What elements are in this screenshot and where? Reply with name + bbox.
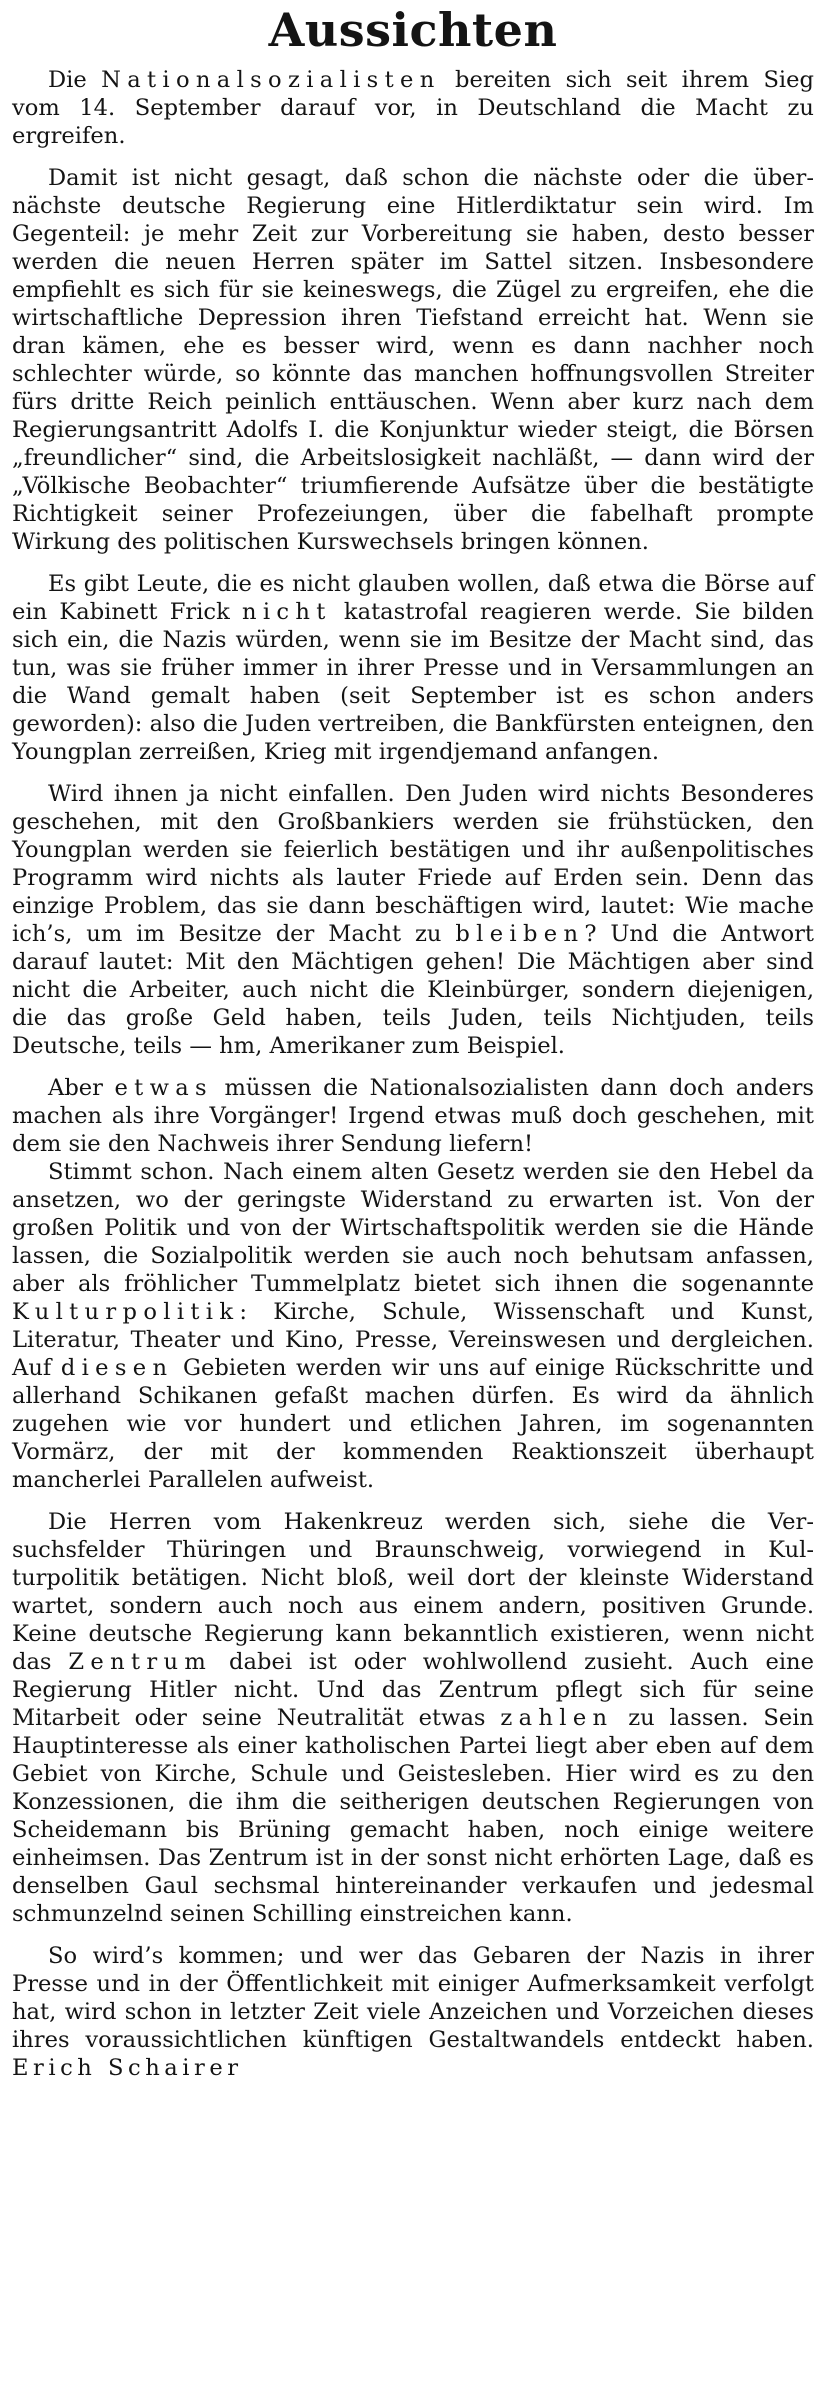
p5-text-a: Aber	[48, 1075, 115, 1101]
p7-text-e: zu lassen. Sein Hauptinteresse als einer katholischen Partei liegt aber eben auf dem Gebiet von Kirche, Schule und Geistesleben. Hier wird es zu den Konzessionen, die ihm die seitherigen deutschen Regierungen von Scheidemann bis Brüning gemacht haben, noch einige weitere einheimsen. Das Zentrum ist in der sonst nicht erhörten Lage, daß es denselben Gaul sechsmal hintereinander verkaufen und jedesmal schmunzelnd seinen Schilling einstreichen kann.	[12, 1705, 814, 1927]
p6-text-a: Stimmt schon. Nach einem alten Gesetz werden sie den Hebel da ansetzen, wo der geringste Widerstand zu erwarten ist. Von der großen Politik und von der Wirtschaftspolitik werden sie die Hände lassen, die Sozialpolitik werden sie auch noch behutsam anfassen, aber als fröhlicher Tummelplatz bietet sich ihnen die sogenannte	[12, 1159, 814, 1297]
p3-text-c: katastrofal reagieren werde. Sie bilden sich ein, die Nazis würden, wenn sie im Besitze der Macht sind, das tun, was sie früher immer in ihrer Presse und in Versammlungen an die Wand gemalt haben (seit September ist es schon anders geworden): also die Juden vertreiben, die Bankfürsten enteignen, den Youngplan zerreißen, Krieg mit irgendjemand anfangen.	[12, 599, 814, 765]
article-body	[12, 66, 814, 2082]
p4-text-c: ? Und die Antwort darauf lautet: Mit den Mächtigen gehen! Die Mächtigen aber sind nicht die Arbeiter, auch nicht die Kleinbürger, sondern diejenigen, die das große Geld haben, teils Juden, teils Nichtjuden, teils Deutsche, teils — hm, Amerikaner zum Beispiel.	[12, 921, 815, 1059]
p6-text-e: Gebieten werden wir uns auf einige Rückschritte und allerhand Schikanen gefaßt machen dürfen. Es wird da ähnlich zugehen wie vor hundert und etlichen Jahren, im sogenannten Vormärz, der mit der kommenden Reaktionszeit überhaupt mancherlei Parallelen aufweist.	[12, 1355, 814, 1493]
p4-text-a: Wird ihnen ja nicht einfallen. Den Juden wird nichts Besonderes geschehen, mit den Großbankiers werden sie frühstücken, den Youngplan werden sie feierlich bestätigen und ihr außenpolitisches Programm wird nichts als lauter Friede auf Erden sein. Denn das einzige Problem, das sie dann beschäftigen wird, lautet: Wie mache ich’s, um im Besitze der Macht zu	[12, 781, 814, 947]
paragraph-8	[12, 1942, 814, 2082]
article-title: Aussichten	[268, 3, 558, 57]
paragraph-5	[12, 1074, 814, 1158]
p1-text-c: bereiten sich seit ihrem Sieg vom 14. September darauf vor, in Deutschland die Macht zu ergreifen.	[12, 67, 814, 149]
p3-spaced-nicht: nicht	[241, 599, 332, 625]
p6-spaced-kulturpolitik: Kulturpolitik	[12, 1299, 240, 1325]
p7-text-c: dabei ist oder wohlwollend zusieht. Auch eine Regierung Hitler nicht. Und das Zentrum pflegt sich für seine Mitarbeit oder seine Neutralität etwas	[12, 1649, 814, 1731]
paragraph-7	[12, 1508, 814, 1928]
paragraph-6	[12, 1158, 814, 1494]
p5-text-c: müssen die Nationalsozialisten dann doch anders machen als ihre Vorgänger! Irgend etwas muß doch geschehen, mit dem sie den Nachweis ihrer Sendung liefern!	[12, 1075, 814, 1157]
paragraph-1	[12, 66, 814, 150]
author-signature: Erich Schairer	[12, 2055, 243, 2081]
p1-text-a: Die	[48, 67, 102, 93]
p7-spaced-zahlen: zahlen	[500, 1705, 614, 1731]
p5-spaced-etwas: etwas	[114, 1075, 213, 1101]
p1-spaced-nationalsozialisten: Nationalsozialisten	[101, 67, 441, 93]
paragraph-4	[12, 780, 814, 1060]
p7-text-a: Die Herren vom Hakenkreuz werden sich, siehe die Versuchsfelder Thüringen und Braunschweig, vorwiegend in Kulturpolitik betätigen. Nicht bloß, weil dort der kleinste Widerstand wartet, sondern auch noch aus einem andern, positiven Grunde. Keine deutsche Regierung kann bekanntlich existieren, wenn nicht das	[12, 1509, 814, 1675]
p6-text-c: : Kirche, Schule, Wissenschaft und Kunst, Literatur, Theater und Kino, Presse, Vereinswesen und dergleichen. Auf	[12, 1299, 814, 1381]
p8-text: So wird’s kommen; und wer das Gebaren der Nazis in ihrer Presse und in der Öffentlichkeit mit einiger Aufmerksamkeit verfolgt hat, wird schon in letzter Zeit viele Anzeichen und Vorzeichen dieses ihres voraussichtlichen künftigen Gestaltwandels entdeckt haben.	[12, 1943, 814, 2053]
p6-spaced-diesen: diesen	[60, 1355, 174, 1381]
p3-text-a: Es gibt Leute, die es nicht glauben wollen, daß etwa die Börse auf ein Kabinett Frick	[12, 571, 814, 625]
p7-spaced-zentrum: Zentrum	[68, 1649, 213, 1675]
paragraph-2: Damit ist nicht gesagt, daß schon die nächste oder die übernächste deutsche Regierung eine Hitlerdiktatur sein wird. Im Gegenteil: je mehr Zeit zur Vorbereitung sie haben, desto besser werden die neuen Herren später im Sattel sitzen. Insbesondere empfiehlt es sich für sie keineswegs, die Zügel zu ergreifen, ehe die wirtschaftliche Depression ihren Tiefstand erreicht hat. Wenn sie dran kämen, ehe es besser wird, wenn es dann nachher noch schlechter würde, so könnte das manchen hoffnungsvollen Streiter fürs dritte Reich peinlich enttäuschen. Wenn aber kurz nach dem Regierungsantritt Adolfs I. die Konjunktur wieder steigt, die Börsen „freundlicher“ sind, die Arbeitslosigkeit nachläßt, — dann wird der „Völkische Beobachter“ triumfierende Aufsätze über die bestätigte Richtigkeit seiner Profezeiungen, über die fabelhaft prompte Wirkung des politischen Kurswechsels bringen können.	[12, 165, 814, 555]
p4-spaced-bleiben: bleiben	[455, 921, 585, 947]
paragraph-3	[12, 570, 814, 766]
